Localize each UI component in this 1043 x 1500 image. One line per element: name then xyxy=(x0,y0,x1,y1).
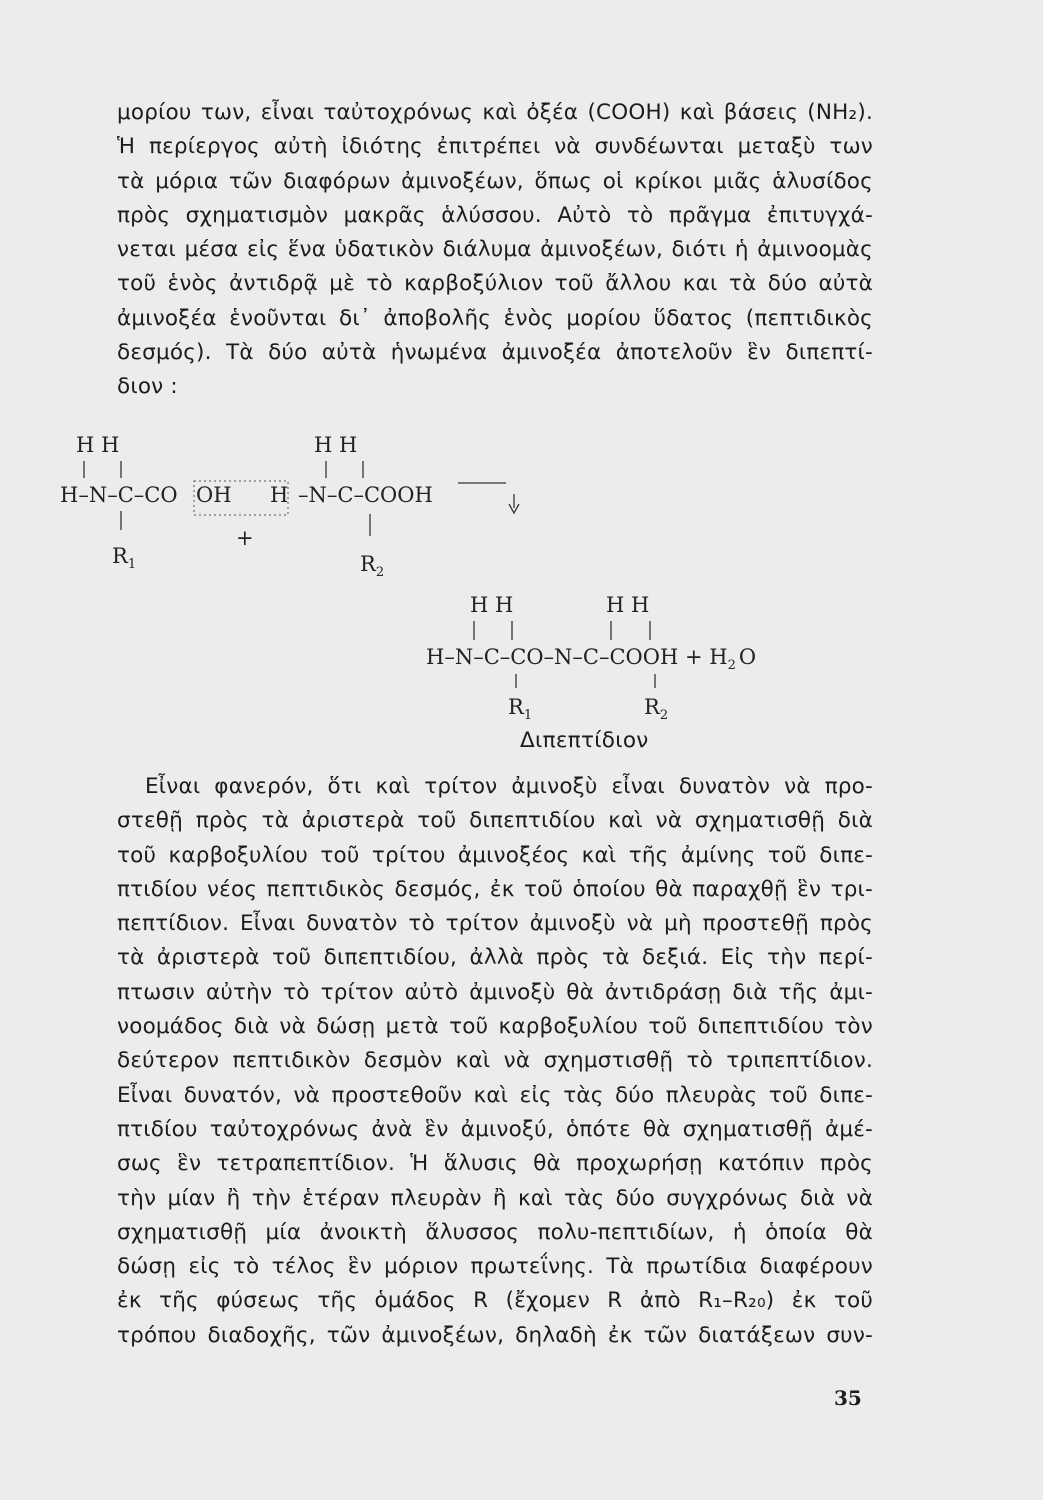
plus-sign: + xyxy=(236,526,254,550)
text-line: μορίου των, εἶναι ταὐτοχρόνως καὶ ὀξέα (COOH) καὶ βάσεις (NH₂). xyxy=(117,100,873,125)
text-line: πεπτίδιον. Εἶναι δυνατὸν τὸ τρίτον ἀμινοξὺ νὰ μὴ προστεθῇ πρὸς xyxy=(117,911,873,937)
text-line: τοῦ καρβοξυλίου τοῦ τρίτου ἀμινοξέος καὶ τῆς ἀμίνης τοῦ διπε- xyxy=(117,842,873,868)
text-line: Εἶναι φανερόν, ὅτι καὶ τρίτον ἀμινοξὺ εἶναι δυνατὸν νὰ προ- xyxy=(145,774,873,799)
product-h-row-left: H H xyxy=(470,593,514,617)
text-line: νεται μέσα εἰς ἕνα ὑδατικὸν διάλυμα ἀμινοξέων, διότι ἡ ἀμινοομὰς xyxy=(117,237,873,263)
text-line: ἀμινοξέα ἑνοῦνται δι᾽ ἀποβολῆς ἑνὸς μορίου ὕδατος (πεπτιδικὸς xyxy=(117,305,873,331)
text-line: διον : xyxy=(117,374,178,400)
r1-label: $R_1$ xyxy=(112,544,137,572)
text-line: πτιδίου νέος πεπτιδικὸς δεσμός, ἐκ τοῦ ὁποίου θὰ παραχθῇ ἓν τρι- xyxy=(117,876,873,902)
text-line: σως ἓν τετραπεπτίδιον. Ἡ ἅλυσις θὰ προχωρήσῃ κατόπιν πρὸς xyxy=(117,1151,873,1177)
page-number: 35 xyxy=(834,1386,862,1410)
text-line: δεύτερον πεπτιδικὸν δεσμὸν καὶ νὰ σχημστισθῇ τὸ τριπεπτίδιον. xyxy=(117,1048,873,1074)
text-line: Ἡ περίεργος αὐτὴ ἰδιότης ἐπιτρέπει νὰ συνδέωνται μεταξὺ των xyxy=(117,134,873,160)
r2-label: $R_2$ xyxy=(360,552,385,580)
text-line: τοῦ ἑνὸς ἀντιδρᾷ μὲ τὸ καρβοξύλιον τοῦ ἄλλου και τὰ δύο αὐτὰ xyxy=(117,271,873,297)
paragraph-main xyxy=(117,770,873,1353)
right-amino-chain: –N–C–COOH xyxy=(298,483,433,507)
text-line: πτωσιν αὐτὴν τὸ τρίτον αὐτὸ ἀμινοξὺ θὰ ἀντιδράσῃ διὰ τῆς ἀμι- xyxy=(117,979,873,1005)
text-line: ἐκ τῆς φύσεως τῆς ὁμάδος R (ἔχομεν R ἀπὸ R₁–R₂₀) ἐκ τοῦ xyxy=(117,1288,873,1314)
right-h-row: H H xyxy=(314,433,358,457)
right-hydrogen: H xyxy=(270,483,289,507)
product-caption: Διπεπτίδιον xyxy=(520,728,649,753)
text-line: δεσμός). Τὰ δύο αὐτὰ ἡνωμένα ἀμινοξέα ἀποτελοῦν ἓν διπεπτί- xyxy=(117,340,873,366)
left-amino-chain: H–N–C–CO xyxy=(60,483,178,507)
product-r2-label: $R_2$ xyxy=(644,695,669,723)
text-line: τὰ μόρια τῶν διαφόρων ἀμινοξέων, ὅπως οἱ κρίκοι μιᾶς ἁλυσίδος xyxy=(117,168,873,194)
product-chain: H–N–C–CO–N–C–COOH + $H_2$ O xyxy=(426,645,757,673)
text-line: δώσῃ εἰς τὸ τέλος ἓν μόριον πρωτεΐνης. Τὰ πρωτίδια διαφέρουν xyxy=(117,1254,873,1280)
left-h-row: H H xyxy=(76,433,120,457)
text-line: τὴν μίαν ἢ τὴν ἑτέραν πλευρὰν ἢ καὶ τὰς δύο συγχρόνως διὰ νὰ xyxy=(117,1185,873,1211)
product-h-row-right: H H xyxy=(606,593,650,617)
text-line: νοομάδος διὰ νὰ δώσῃ μετὰ τοῦ καρβοξυλίου τοῦ διπεπτιδίου τὸν xyxy=(117,1014,873,1040)
text-line: πρὸς σχηματισμὸν μακρᾶς ἁλύσσου. Αὐτὸ τὸ πρᾶγμα ἐπιτυγχά- xyxy=(117,202,873,228)
text-line: πτιδίου ταὐτοχρόνως ἀνὰ ἓν ἀμινοξύ, ὁπότε θὰ σχηματισθῇ ἀμέ- xyxy=(117,1116,873,1142)
text-line: στεθῇ πρὸς τὰ ἀριστερὰ τοῦ διπεπτιδίου καὶ νὰ σχηματισθῇ διὰ xyxy=(117,808,873,834)
text-line: Εἶναι δυνατόν, νὰ προστεθοῦν καὶ εἰς τὰς δύο πλευρὰς τοῦ διπε- xyxy=(117,1082,873,1108)
left-hydroxyl: OH xyxy=(196,483,232,507)
text-line: τὰ ἀριστερὰ τοῦ διπεπτιδίου, ἀλλὰ πρὸς τὰ δεξιά. Εἰς τὴν περί- xyxy=(117,945,873,971)
text-line: σχηματισθῇ μία ἀνοικτὴ ἅλυσσος πολυ-πεπτιδίων, ἡ ὁποία θὰ xyxy=(117,1219,873,1245)
text-line: τρόπου διαδοχῆς, τῶν ἀμινοξέων, δηλαδὴ ἐκ τῶν διατάξεων συν- xyxy=(117,1322,873,1348)
product-r1-label: $R_1$ xyxy=(508,695,533,723)
